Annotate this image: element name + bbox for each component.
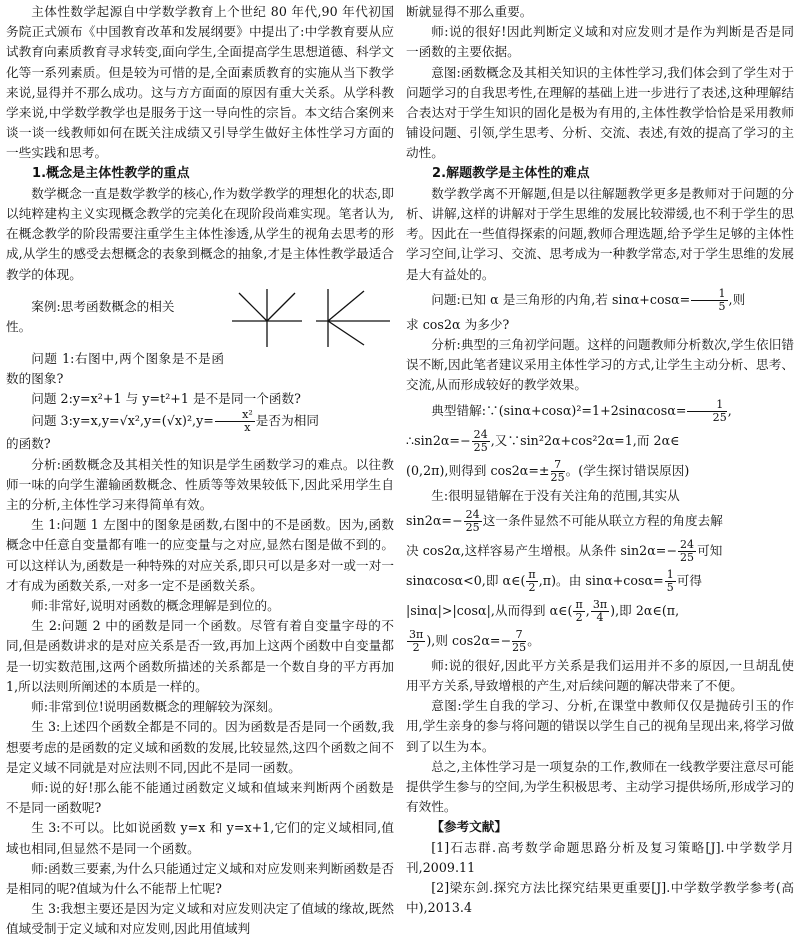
sx-fraction-2 — [678, 539, 696, 564]
section-heading-2: 2.解题教学是主体性的难点 — [432, 165, 590, 181]
student-3-answer: 生 3:上述四个函数全都是不同的。因为函数是否是同一个函数,我想要考虑的是函数的定义域和函数的发展,比较显然,这四个函数之间不是定义域不同就是对应法则不同,因此不是同一函数。 — [6, 719, 394, 775]
sx-fraction-1 — [464, 509, 482, 534]
teacher-3-question: 师:说的好!那么能不能通过函数定义域和值域来判断两个函数是不是同一函数呢? — [6, 779, 394, 816]
teacher-6-reply: 师:说的很好,因此平方关系是我们运用并不多的原因,一旦胡乱使用平方关系,导致增根的产生,对后续问题的解决带来了不便。 — [406, 657, 794, 694]
q3-denominator: x — [244, 421, 251, 435]
l3-den: 25 — [550, 470, 565, 484]
l2-part-b: ,又∵sin²2α+cos²2α=1,而 2α∈ — [490, 432, 680, 448]
sx-fraction-4 — [665, 569, 676, 594]
sx-o-den: 2 — [412, 640, 420, 654]
sx-g: ,π)。由 sinα+cosα= — [538, 572, 664, 588]
err-part-a: 典型错解:∵(sinα+cosα)²=1+2sinαcosα= — [431, 402, 687, 418]
sx-k-num: π — [575, 597, 583, 611]
intent-paragraph-2: 意图:学生自我的学习、分析,在课堂中教师仅仅是抛砖引玉的作用,学生亲身的参与将问题的错误以学生自己的视角呈现出来,将学习做到了以生为本。 — [406, 698, 794, 754]
err-num: 1 — [687, 399, 726, 412]
left-graph — [232, 289, 302, 347]
sx-pi-den: 2 — [528, 580, 536, 594]
sx-b: sin2α=− — [406, 512, 463, 528]
q3-sqrt-x: √x — [166, 413, 182, 429]
sx-l: , — [585, 602, 590, 618]
q3-part-a: 问题 3:y=x,y= — [31, 413, 120, 429]
sx-m-den: 4 — [596, 610, 604, 624]
sx-h-num: 1 — [666, 567, 674, 581]
sx-fraction-8 — [512, 629, 526, 654]
sx-r: 。 — [527, 632, 540, 648]
section-heading-1: 1.概念是主体性教学的重点 — [32, 165, 190, 181]
error-line-2 — [406, 426, 794, 456]
sx-e: 可知 — [697, 542, 723, 558]
case-label-tail: 性。 — [6, 318, 32, 334]
l2-part-a: ∴sin2α=− — [406, 432, 471, 448]
student-1-answer: 生 1:问题 1 左图中的图象是函数,右图中的不是函数。因为,函数概念中任意自变量都有唯一的应变量与之对应,显然右图是做不到的。可以这样认为,函数是一种特殊的对应关系,即只可以是多对一或一对一才有成为函数关系,一对多一定不是函数关系。 — [6, 517, 394, 593]
prob-den: 5 — [718, 299, 726, 313]
sx-h-den: 5 — [666, 580, 674, 594]
error-line-3 — [406, 456, 794, 486]
teacher-2-reply: 师:非常到位!说明函数概念的理解较为深刻。 — [31, 699, 281, 715]
prob-part-b: ,则 — [728, 291, 746, 307]
sx-d: 决 cos2α,这样容易产生增根。从条件 sin2α=− — [406, 542, 677, 558]
sx-f: sinαcosα<0,即 α∈( — [406, 572, 526, 588]
sx-pi-num: π — [528, 567, 536, 581]
student-explanation-f — [406, 626, 794, 656]
question-3-tail: 的函数? — [6, 436, 51, 452]
student-explanation-b — [406, 506, 794, 536]
right-graph — [316, 289, 390, 347]
sx-m-num: 3π — [592, 597, 608, 611]
sx-k-den: 2 — [575, 610, 583, 624]
student-3-answer-c: 生 3:我想主要还是因为定义域和对应发则决定了值域的缘故,既然值域受制于定义域和对应发则,因此用值域判 — [6, 901, 394, 937]
sx-o-num: 3π — [409, 627, 424, 641]
l3-fraction — [551, 459, 565, 484]
function-graphs-figure — [224, 285, 394, 349]
student-explanation-c — [406, 536, 794, 566]
sx-den: 25 — [465, 520, 480, 534]
continued-text: 断就显得不那么重要。 — [406, 4, 533, 19]
l3-part-b: 。(学生探讨错误原因) — [565, 462, 690, 478]
sx-n: ),即 2α∈(π, — [610, 602, 680, 618]
prob-part-a: 问题:已知 α 是三角形的内角,若 sinα+cosα= — [431, 291, 691, 307]
q3-numerator: x² — [215, 409, 255, 422]
l3-num: 7 — [551, 459, 565, 472]
sx-i: 可得 — [676, 572, 703, 588]
summary-paragraph: 总之,主体性学习是一项复杂的工作,教师在一线教学要注意尽可能提供学生参与的空间,为学生积极思考、主动学习提供场所,形成学习的有效性。 — [406, 758, 794, 815]
q3-sqrt-x2: √x² — [119, 413, 140, 429]
sx-num2: 24 — [679, 537, 695, 551]
case-label: 案例:思考函数概念的相关 — [31, 298, 175, 314]
sx-j: |sinα|>|cosα|,从而得到 α∈( — [406, 602, 573, 618]
l3-part-a: (0,2π),则得到 cos2α=± — [406, 462, 550, 478]
analysis-2: 分析:典型的三角初学问题。这样的问题教师分析数次,学生依旧错误不断,因此笔者建议采用主体性学习的方式,让学生主动分析、思考、交流,从而形成较好的教学效果。 — [406, 337, 794, 393]
sx-q-num: 7 — [512, 629, 526, 642]
problem-solving-paragraph: 数学教学离不开解题,但是以往解题教学更多是教师对于问题的分析、讲解,这样的讲解对于学生思维的发展比较滞缓,也不利于学生的思考。因此在一些值得探索的问题,教师合理选题,给予学生足够的主体性学习空间,让学习、交流、思考成为一种教学常态,对于学生思维的发展是大有益处的。 — [406, 185, 794, 282]
problem-question: 求 cos2α 为多少? — [406, 316, 510, 332]
intent-paragraph-1: 意图:函数概念及其相关知识的主体性学习,我们体会到了学生对于问题学习的自我思考性,在理解的基础上进一步进行了表述,这种理解结合表达对于学生知识的固化是极为有用的,主体性教学恰恰是采用教师铺设问题、引领,学生思考、分析、交流、表述,有效的提高了学习的主动性。 — [406, 64, 794, 161]
references — [406, 817, 794, 918]
question-2: 问题 2:y=x²+1 与 y=t²+1 是不是同一个函数? — [31, 391, 301, 407]
q3-part-c: )²,y= — [181, 413, 214, 429]
typical-error-line — [406, 396, 794, 426]
prob-num: 1 — [691, 288, 727, 301]
l2-den: 25 — [473, 440, 488, 454]
err-fraction — [687, 399, 726, 424]
question-3 — [6, 409, 394, 434]
sx-fraction-7 — [407, 629, 425, 654]
analysis-1: 分析:函数概念及其相关性的知识是学生函数学习的难点。以往教师一味的向学生灌输函数概念、性质等等效果较低下,因此采用学生自主的分析,主体性学习来得简单有效。 — [6, 456, 394, 513]
references-heading: 【参考文献】 — [431, 819, 508, 835]
q3-fraction — [215, 409, 255, 434]
question-1: 问题 1:右图中,两个图象是不是函数的图象? — [6, 350, 224, 387]
student-explanation-a: 生:很明显错解在于没有关注角的范围,其实从 — [431, 487, 680, 503]
l2-fraction — [472, 429, 490, 454]
prob-fraction — [691, 288, 727, 313]
sx-c: 这一条件显然不可能从联立方程的角度去解 — [482, 512, 723, 528]
student-3-answer-b: 生 3:不可以。比如说函数 y=x 和 y=x+1,它们的定义域相同,值域也相同,但显然不是同一个函数。 — [6, 820, 394, 856]
student-2-answer: 生 2:问题 2 中的函数是同一个函数。尽管有着自变量字母的不同,但是函数讲求的是对应关系是否一致,再加上这两个函数中自变量都是一切实数范围,这两个函数所描述的关系都是一个数自身的平方再加 1,所以法则所阐述的本质是一样的。 — [6, 618, 394, 694]
sx-fraction-3 — [526, 569, 537, 594]
case-figure-row — [6, 285, 394, 349]
sx-den2: 25 — [679, 550, 695, 564]
sx-p: ),则 cos2α=− — [426, 632, 512, 648]
sx-fraction-5 — [573, 599, 584, 624]
student-explanation-e — [406, 596, 794, 626]
q3-part-b: ,y=( — [139, 413, 167, 429]
err-den: 25 — [712, 410, 727, 424]
reference-1: [1]石志群.高考数学命题思路分析及复习策略[J].中学数学月刊,2009.11 — [406, 839, 794, 875]
sx-q-den: 25 — [512, 640, 527, 654]
intro-paragraph: 主体性数学起源自中学数学教育上个世纪 80 年代,90 年代初国务院正式颁布《中国教育改革和发展纲要》中提出了:中学教育要从应试教育向素质教育寻求转变,面向学生,全面提高学生思想道德、科学文化等一系列素质。但是较为可惜的是,全面素质教育的实施从当下教学来说,显得并不那么成功。这与方方面面的原因有重大关系。从学科教学来说,中学数学教学也是服务于这一导向性的宗旨。本文结合案例来谈一谈一线教师如何在既关注成绩又引导学生做好主体性学习方面的一些实践和思考。 — [6, 4, 394, 161]
sx-num: 24 — [465, 507, 480, 521]
right-column — [406, 2, 794, 919]
left-column — [6, 2, 394, 940]
student-explanation-d — [406, 566, 794, 596]
teacher-1-reply: 师:非常好,说明对函数的概念理解是到位的。 — [31, 598, 280, 614]
err-part-b: , — [727, 402, 732, 418]
teacher-5-reply: 师:说的很好!因此判断定义域和对应发则才是作为判断是否是同一函数的主要依据。 — [406, 24, 794, 60]
teacher-4-question: 师:函数三要素,为什么只能通过定义域和对应发则来判断函数是否是相同的呢?值域为什么不能帮上忙呢? — [6, 860, 394, 896]
l2-num: 24 — [473, 427, 488, 441]
concept-paragraph: 数学概念一直是数学教学的核心,作为数学教学的理想化的状态,即以纯粹建构主义实现概念教学的完美化在现阶段尚难实现。笔者认为,在概念教学的阶段需要注重学生主体性渗透,从学生的视角去思考的形成,从学生的感受去想概念的表象到概念的抽象,才是主体性教学最适合教学的体现。 — [6, 185, 394, 282]
reference-2: [2]梁东剑.探究方法比探究结果更重要[J].中学数学教学参考(高中),2013.4 — [406, 880, 794, 916]
sx-fraction-6 — [591, 599, 609, 624]
problem-statement — [406, 285, 794, 315]
q3-part-d: 是否为相同 — [255, 413, 319, 429]
